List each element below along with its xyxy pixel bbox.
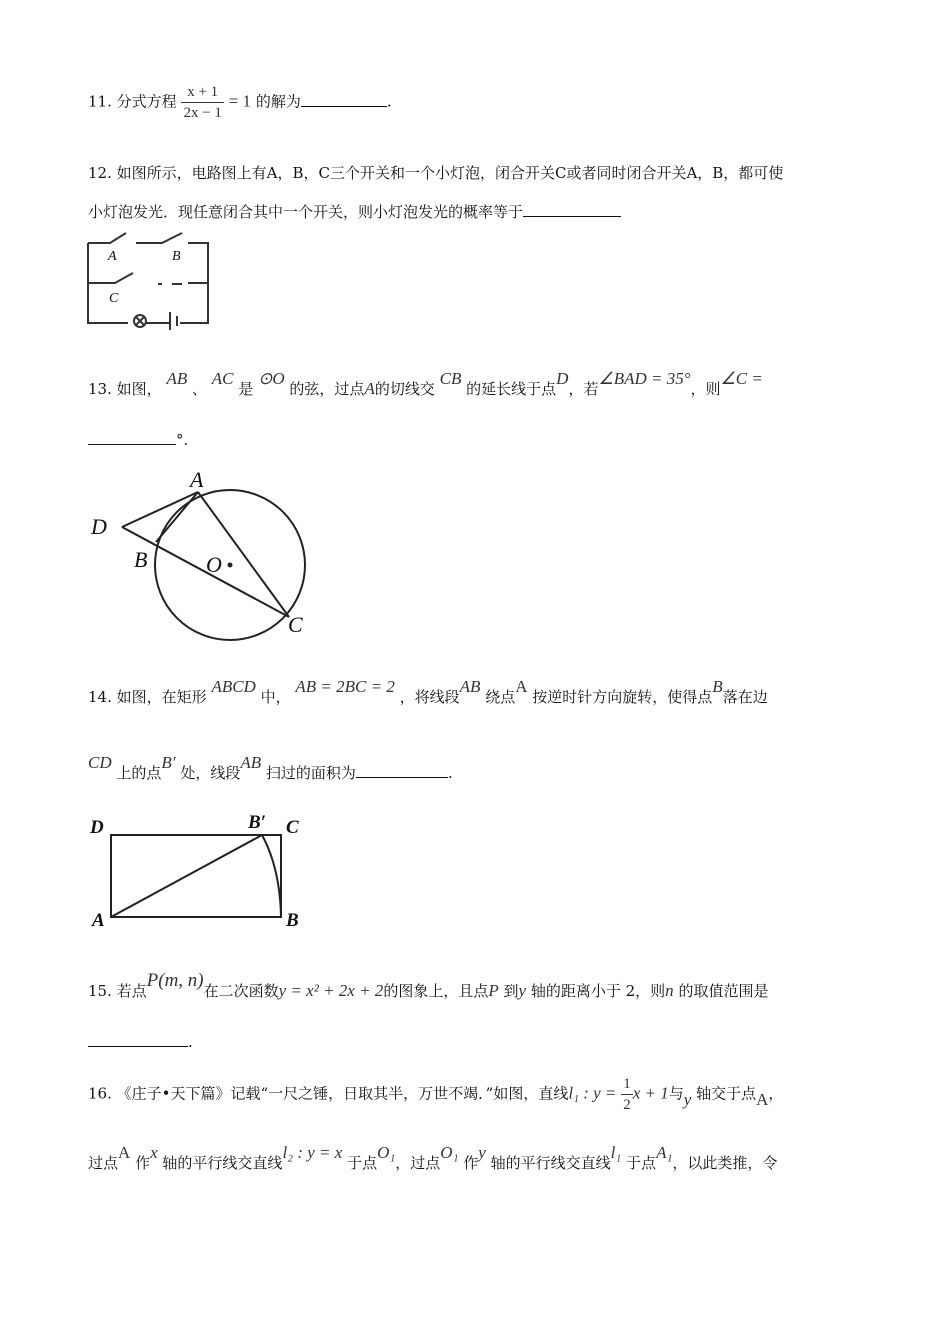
q12-number: 12. <box>88 164 112 182</box>
q11-answer-blank[interactable] <box>301 92 387 107</box>
q15-t2: 在二次函数 <box>203 982 279 1000</box>
q14-eq: AB = 2BC = 2 <box>295 677 395 696</box>
q13-answer-blank[interactable] <box>88 430 176 445</box>
q14-t7: 上的点 <box>116 764 162 782</box>
q16-t2: 与 <box>668 1084 684 1103</box>
q12-text-1: 如图所示，电路图上有A，B，C三个开关和一个小灯泡，闭合开关C或者同时闭合开关A，B，都可使 <box>116 164 784 182</box>
q16-t1: 《庄子•天下篇》记载“一尺之锤，日取其半，万世不竭．”如图，直线 <box>116 1084 569 1103</box>
circle-geometry-figure <box>86 462 326 642</box>
q13-t5: 的延长线于点 <box>466 380 557 398</box>
q16-a1: A₁ <box>656 1143 673 1162</box>
q16-t10: 轴的平行线交直线 <box>490 1154 611 1172</box>
q13-angle: ∠BAD = 35° <box>598 369 691 388</box>
q16-comma: ， <box>768 1084 784 1103</box>
q14-t1: 如图，在矩形 <box>116 688 207 706</box>
q16-o1b: O₁ <box>440 1143 459 1162</box>
q14-t5: 按逆时针方向旋转，使得点 <box>532 688 713 706</box>
q11-text: 分式方程 <box>116 92 177 111</box>
q15-function: y = x² + 2x + 2 <box>278 981 384 1000</box>
q16-half-den: 2 <box>623 1097 631 1113</box>
q13-t4: 的切线交 <box>374 380 435 398</box>
q13-a: A <box>364 379 375 398</box>
q15-t4: 到 <box>503 982 519 1000</box>
q16-l1: l₁ : y = <box>568 1083 617 1103</box>
question-13 <box>88 369 763 399</box>
q13-d: D <box>556 369 569 388</box>
q16-o1: O₁ <box>377 1143 396 1162</box>
question-14-line-1 <box>88 677 768 707</box>
q12-text-2: 小灯泡发光．现任意闭合其中一个开关，则小灯泡发光的概率等于 <box>88 203 524 221</box>
q11-text-b: 的解为 <box>255 92 301 111</box>
fig14-label-a: A <box>92 910 105 931</box>
q11-equals: = 1 <box>228 91 252 111</box>
q14-ab2: AB <box>240 753 262 772</box>
q11-denominator: 2x − 1 <box>183 105 222 121</box>
q15-t3: 的图象上，且点 <box>383 982 489 1000</box>
q13-ab: AB <box>166 369 188 388</box>
q13-angle-c: ∠C = <box>720 369 763 388</box>
q16-half <box>621 1074 633 1115</box>
q15-answer-blank[interactable] <box>88 1032 188 1047</box>
q16-t5: 作 <box>135 1154 151 1172</box>
q16-a2: A <box>118 1143 131 1162</box>
q12-answer-blank[interactable] <box>523 202 621 217</box>
q13-t3: 的弦，过点 <box>289 380 365 398</box>
q11-number: 11. <box>88 92 112 111</box>
q16-t8: ，过点 <box>395 1154 441 1172</box>
q15-point: P(m, n) <box>146 970 204 991</box>
fig14-label-b: B <box>286 910 299 931</box>
question-13-answer <box>88 430 188 449</box>
q14-b: B <box>712 677 723 696</box>
q14-t3: ，将线段 <box>399 688 460 706</box>
q16-y2: y <box>478 1143 486 1162</box>
q16-t3: 轴交于点 <box>696 1084 757 1103</box>
q15-t1: 若点 <box>116 982 147 1000</box>
q11-fraction <box>181 82 223 123</box>
q13-number: 13. <box>88 380 112 398</box>
q16-y: y <box>683 1089 692 1109</box>
q14-answer-blank[interactable] <box>356 763 448 778</box>
fig14-label-bp: B′ <box>248 812 267 833</box>
q15-y: y <box>518 981 527 1000</box>
q13-circle: ⊙O <box>258 369 285 388</box>
q13-ac: AC <box>211 369 234 388</box>
q16-t7: 于点 <box>347 1154 378 1172</box>
q14-abcd: ABCD <box>211 677 256 696</box>
q14-end: . <box>447 764 453 782</box>
q15-end: . <box>188 1033 193 1051</box>
question-16-line-2 <box>88 1143 778 1173</box>
circuit-label-a: A <box>108 249 117 264</box>
q13-t7: ，则 <box>690 380 721 398</box>
q16-number: 16. <box>88 1084 112 1103</box>
fig13-label-b: B <box>134 547 148 572</box>
fig14-label-d: D <box>90 817 104 838</box>
question-11 <box>88 82 392 123</box>
q13-t2: 是 <box>238 380 254 398</box>
q13-t6: ，若 <box>568 380 599 398</box>
q16-t12: ，以此类推，令 <box>672 1154 778 1172</box>
q13-cb: CB <box>439 369 462 388</box>
rectangle-rotation-figure <box>88 808 318 933</box>
question-14-line-2 <box>88 753 453 783</box>
q15-number: 15. <box>88 982 112 1000</box>
circuit-label-c: C <box>109 291 119 306</box>
fig13-label-d: D <box>91 514 107 539</box>
q16-l1-rest: x + 1 <box>632 1083 669 1103</box>
q14-t8: 处，线段 <box>180 764 241 782</box>
q16-half-num: 1 <box>621 1074 633 1095</box>
q11-numerator: x + 1 <box>181 82 223 103</box>
fig13-label-a: A <box>190 467 204 492</box>
q14-ab: AB <box>459 677 481 696</box>
q14-a: A <box>515 677 528 696</box>
q15-t5: 轴的距离小于 2，则 <box>530 982 666 1000</box>
q16-x: x <box>150 1143 158 1162</box>
q14-bp: B′ <box>161 753 176 772</box>
q13-sep: 、 <box>192 380 208 398</box>
q13-end: °. <box>176 431 189 449</box>
q14-number: 14. <box>88 688 112 706</box>
q15-n: n <box>665 981 674 1000</box>
q16-t6: 轴的平行线交直线 <box>162 1154 283 1172</box>
q16-a: A <box>756 1089 769 1109</box>
fig13-label-o: O <box>206 552 222 577</box>
q16-t11: 于点 <box>626 1154 657 1172</box>
q13-t1: 如图， <box>116 380 162 398</box>
circuit-diagram <box>80 228 220 330</box>
q11-end: . <box>386 92 392 111</box>
question-12-line-2 <box>88 201 621 222</box>
question-12-line-1 <box>88 162 783 183</box>
q14-t9: 扫过的面积为 <box>265 764 356 782</box>
q16-t9: 作 <box>463 1154 479 1172</box>
question-15 <box>88 970 769 1002</box>
q15-t6: 的取值范围是 <box>678 982 769 1000</box>
question-15-answer <box>88 1032 193 1051</box>
q14-t2: 中， <box>260 688 291 706</box>
q14-t6: 落在边 <box>722 688 768 706</box>
q14-cd: CD <box>88 753 112 772</box>
fig13-label-c: C <box>288 612 303 637</box>
q16-l2: l₂ : y = x <box>282 1143 343 1162</box>
circuit-label-b: B <box>172 249 181 264</box>
q15-p: P <box>488 981 499 1000</box>
question-16-line-1 <box>88 1074 783 1115</box>
q16-t4: 过点 <box>88 1154 119 1172</box>
q16-l1c: l₁ <box>610 1143 622 1162</box>
q14-t4: 绕点 <box>485 688 516 706</box>
fig14-label-c: C <box>286 817 299 838</box>
